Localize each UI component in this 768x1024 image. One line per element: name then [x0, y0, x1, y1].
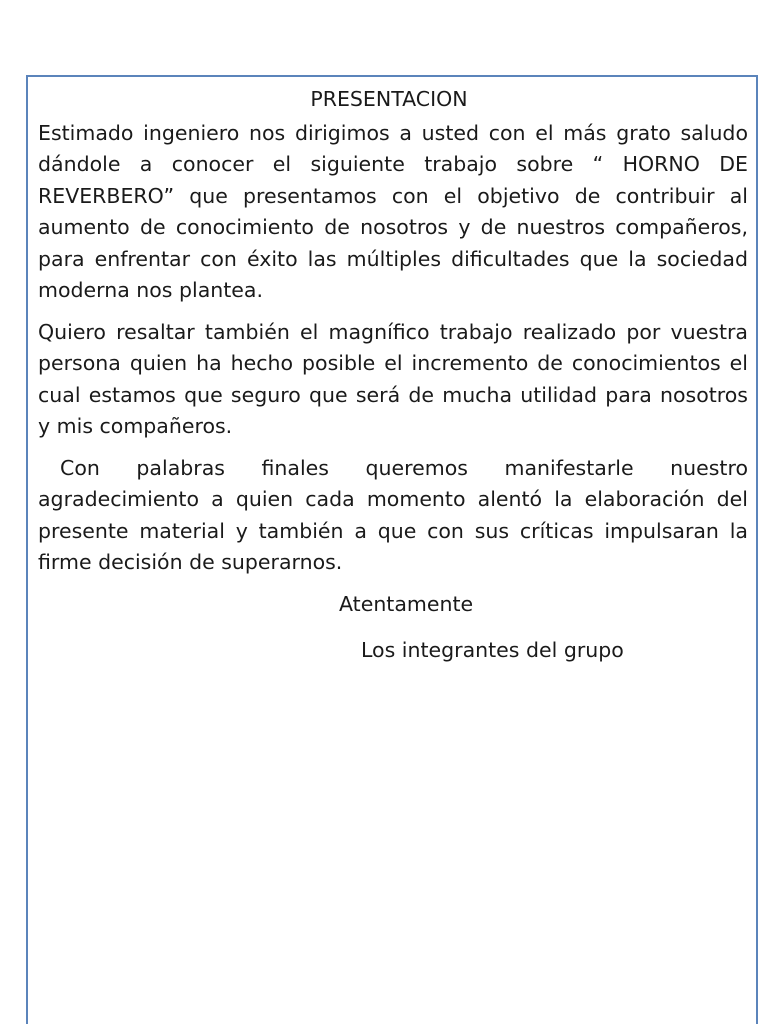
closing-salutation: Atentamente	[339, 591, 474, 616]
paragraph-closing-words: Con palabras finales queremos manifestarle nuestro agradecimiento a quien cada momento alentó la elaboración del presente material y también a que con sus críticas impulsaran la firme decisión de superarnos.	[38, 455, 748, 574]
document-title: PRESENTACION	[310, 87, 468, 111]
document-body	[38, 84, 748, 665]
paragraph-acknowledgement: Quiero resaltar también el magnífico trabajo realizado por vuestra persona quien ha hecho posible el incremento de conocimientos el cual estamos que seguro que será de mucha utilidad para nosotros y mis compañeros.	[38, 319, 748, 438]
paragraph-greeting: Estimado ingeniero nos dirigimos a usted con el más grato saludo dándole a conocer el siguiente trabajo sobre “ HORNO DE REVERBERO” que presentamos con el objetivo de contribuir al aumento de conocimiento de nosotros y de nuestros compañeros, para enfrentar con éxito las múltiples dificultades que la sociedad moderna nos plantea.	[38, 120, 748, 302]
signature-line: Los integrantes del grupo	[361, 637, 624, 662]
